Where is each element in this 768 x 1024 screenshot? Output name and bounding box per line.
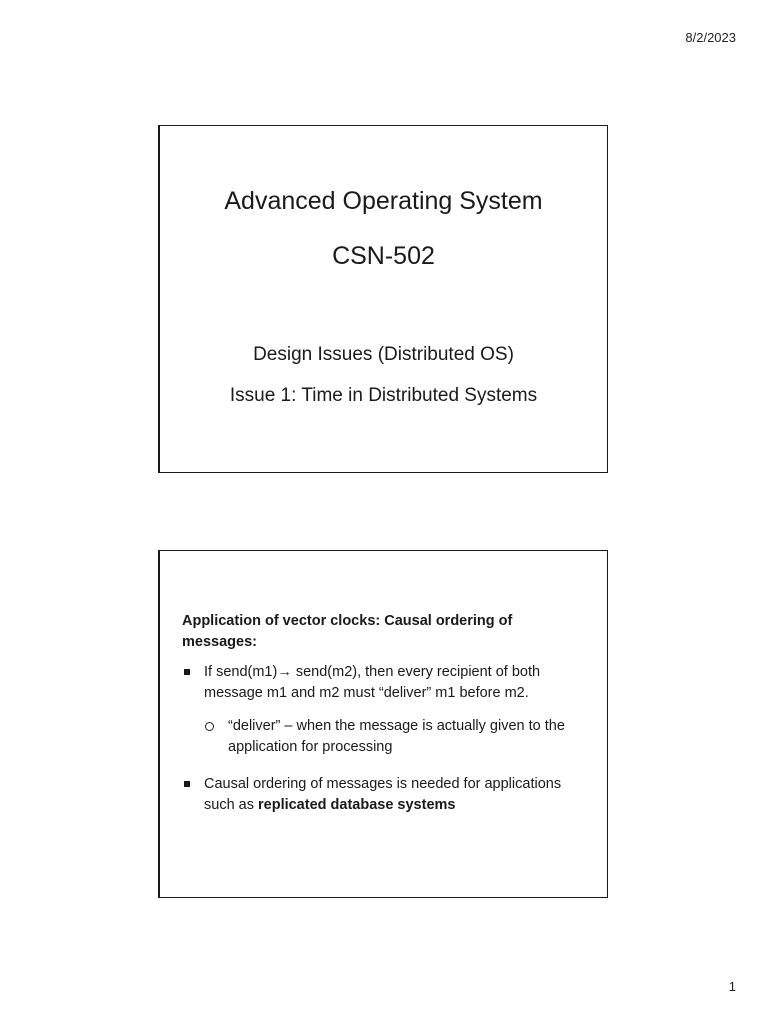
circle-bullet-icon [205,722,214,731]
slide-topic: Issue 1: Time in Distributed Systems [229,385,538,406]
slide-heading: Application of vector clocks: Causal ordering of messages: [182,613,513,650]
slide-2 [158,550,608,898]
slide-1 [158,125,608,473]
sub-bullet-item [182,716,587,758]
slide-content [182,611,587,828]
slide-subtitle: Design Issues (Distributed OS) [253,344,514,365]
print-date: 8/2/2023 [685,30,736,45]
square-bullet-icon [184,781,190,787]
square-bullet-icon [184,669,190,675]
bullet-item [182,662,587,704]
course-code: CSN-502 [332,242,435,270]
bullet-text-emphasis: replicated database systems [258,797,456,813]
sub-bullet-text: “deliver” – when the message is actually given to the application for processing [228,718,565,755]
bullet-text: If send(m1)→ send(m2), then every recipient of both message m1 and m2 must “deliver” m1 before m2. [204,664,541,701]
slide-title: Advanced Operating System [224,187,543,215]
bullet-item [182,774,587,816]
bullet-text-prefix: Causal ordering of messages is needed for applications such as [204,776,562,813]
page-number: 1 [728,979,736,994]
